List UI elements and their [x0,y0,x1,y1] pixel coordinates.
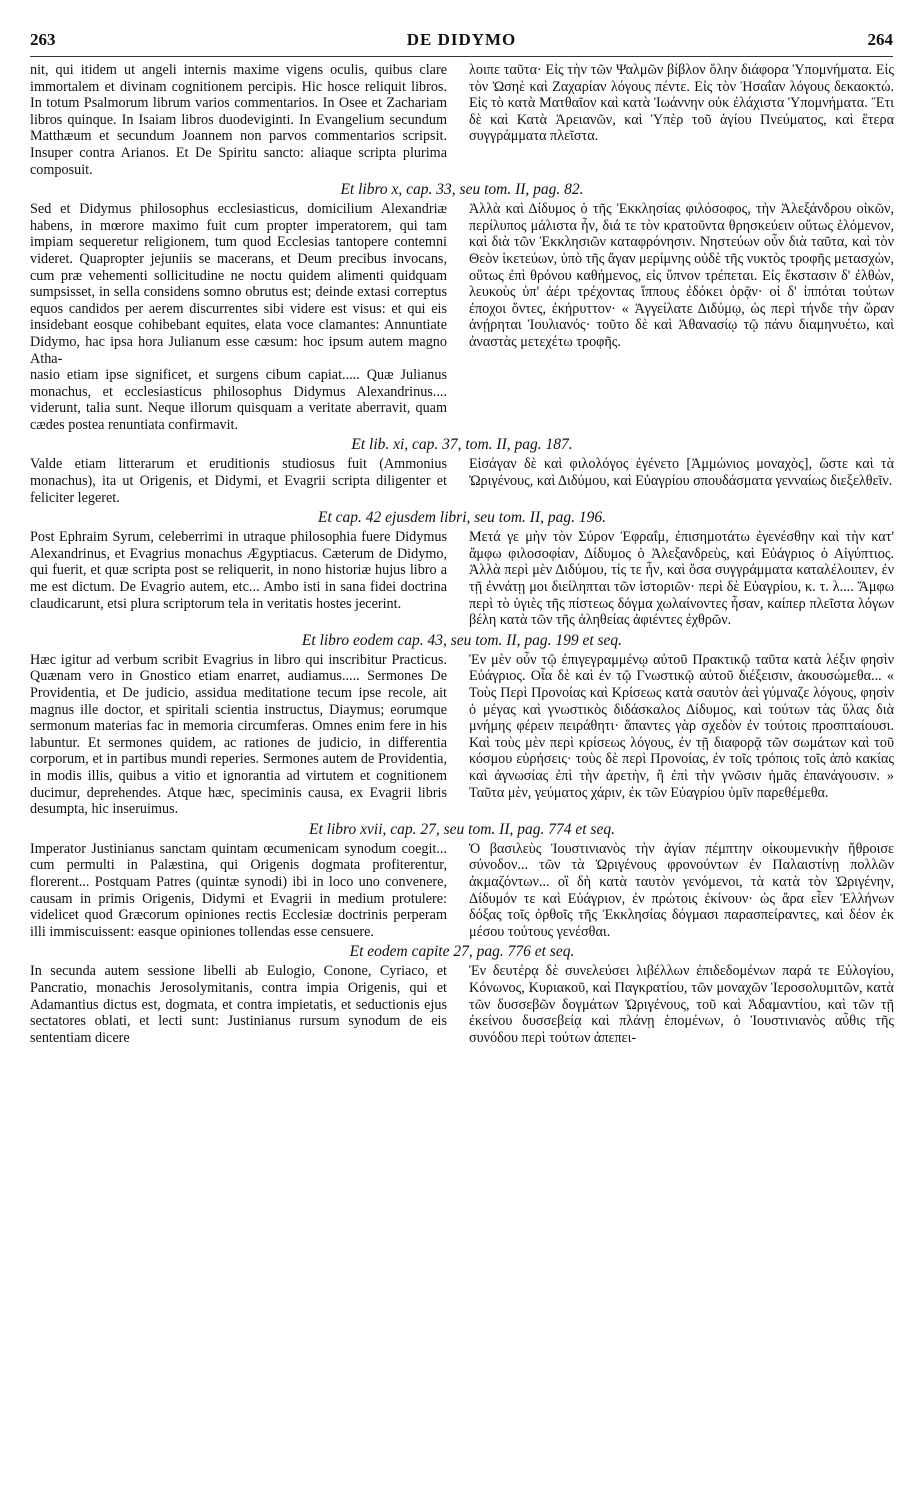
greek-text: Μετά γε μὴν τὸν Σύρον Ἐφραΐμ, ἐπισημοτάτω ἐγενέσθην καὶ τὴν κατ' ἄμφω φιλοσοφίαν, Δίδυμος ὁ Ἀλεξανδρεὺς, καὶ Εὐάγριος ὁ Αἰγύπτιος. Ἀλλὰ περὶ μὲν Διδύμου, τίς τε ἦν, καὶ ὅσα συγγράμματα καταλέλοιπεν, ἐν τῇ ἐννάτῃ μοι διείληπται τῶν ἱστοριῶν· περὶ δὲ Εὐαγρίου, κ. τ. λ.... Ἄμφω περὶ τὸ ὑγιὲς τῆς πίστεως δόγμα χωλαίνοντες ἦσαν, καίπερ πλεῖστα λόγων βέλη κατὰ τῶν τῆς ἀληθείας ἀφιέντες ἐχθρῶν. [469,529,894,629]
latin-text-continued: nasio etiam ipse significet, et surgens cibum capiat..... Quæ Julianus monachus, et ecclesiasticus philosophus Didymus Alexandrinus.... viderunt, talia sunt. Neque illorum quisquam a veritate aberravit, quam cædes postea renuntiata confirmavit. [30,367,447,433]
page-number-left: 263 [30,30,56,49]
latin-text: Sed et Didymus philosophus ecclesiasticus, domicilium Alexandriæ habens, in mœrore maximo fuit cum propter imperatorem, qui tam impiam sequeretur religionem, tum quod Ecclesias tantopere contemni videret. Quapropter jejuniis se macerans, et Deum precibus invocans, cum præ vehementi sollicitudine ne noctu quidem alimenti quidquam sumpsisset, in sella considens somno obrutus est; deinde extasi correptus equos candidos per aerem discurrentes sibi videre est visus: et qui eis insidebant eosque cohibebant equites, elata voce clamantes: Annuntiate Didymo, hac ipsa hora Julianum esse cæsum: hoc ipsum autem magno Atha- [30,201,447,367]
greek-text: Ἀλλὰ καὶ Δίδυμος ὁ τῆς Ἐκκλησίας φιλόσοφος, τὴν Ἀλεξάνδρου οἰκῶν, περίλυπος μάλιστα ἦν, διά τε τὸν κρατοῦντα θρησκεύειν οὕτως ἑλόμενον, καὶ διὰ τῶν Ἐκκλησιῶν καταφρόνησιν. Νηστεύων οὖν διὰ ταῦτα, καὶ τὸν Θεὸν ἱκετεύων, ὑπὸ τῆς ἄγαν μερίμνης οὐδὲ τῆς νυκτὸς τροφῆς μετασχὼν, οὕτως ἐπὶ θρόνου καθήμενος, εἰς ὕπνον τρέπεται. Εἰς ἔκστασιν δ' ἐλθὼν, λευκοὺς ὑπ' ἀέρι τρέχοντας ἵππους ἐδόκει ὁρᾷν· οἱ δ' ἱππόται τούτων ἐποχοι ὄντες, ἐκήρυττον· « Ἀγγείλατε Διδύμῳ, ὡς περὶ τήνδε τὴν ὥραν ἀνῄρηται Ἰουλιανός· τοῦτο δὲ καὶ Ἀθανασίῳ τῷ πάνυ διαμηνυέτω, καὶ ἀναστὰς μετεχέτω τροφῆς. [469,201,894,350]
latin-text: nit, qui itidem ut angeli internis maxime vigens oculis, quibus clare immortalem et divinam cognitionem percipis. Hic hosce reliquit libros. In totum Psalmorum librum varios commentarios. In Osee et Zachariam libros quinque. In Isaiam libros duodeviginti. In Evangelium secundum Matthæum et secundum Joannem non parvos commentarios scripsit. Insuper contra Arianos. Et De Spiritu sancto: aliaque scripta plurima composuit. [30,62,447,178]
parallel-block [30,963,894,1046]
latin-text: Hæc igitur ad verbum scribit Evagrius in libro qui inscribitur Practicus. Quænam vero in Gnostico etiam enarret, audiamus..... Sermones De Providentia, et De judicio, assidua meditatione tecum ipse recole, ait magnus ille doctor, et spiritali scientia instructus, Diaymus; eorumque sermonum materias fac in memoria circumferas. Omnes enim fere in his labuntur. Et sermones quidem, ac rationes de judicio, in differentia corporum, et in partibus mundi reperies. Sermones autem de Providentia, in modis illis, quibus a vitio et ignorantia ad virtutem et cognitionem ducimur, deprehendes. Atque hæc, speciminis causa, ex Evagrii libris desumpta, hic inseruimus. [30,651,447,818]
source-reference: Et eodem capite 27, pag. 776 et seq. [349,943,575,961]
latin-text: Imperator Justinianus sanctam quintam œcumenicam synodum coegit... cum permulti in Palæstina, qui Origenis dogmata profiterentur, florerent... Postquam Patres (quintæ synodi) ibi in loco uno convenere, causam in primis Origenis, Didymi et Evagrii in medium protulere: videlicet quod Græcorum opiniones rectis Ecclesiæ doctrinis perperam illi immiscuissent: easque opiniones tollendas esse censuere. [30,840,447,940]
greek-text: Εἰσάγαν δὲ καὶ φιλολόγος ἐγένετο [Ἀμμώνιος μοναχὸς], ὥστε καὶ τὰ Ὠριγένους, καὶ Διδύμου, καὶ Εὐαγρίου σπουδάσματα γενναίως διεξελθεῖν. [469,456,894,490]
source-reference: Et libro x, cap. 33, seu tom. II, pag. 82. [340,181,584,199]
source-reference: Et libro eodem cap. 43, seu tom. II, pag. 199 et seq. [301,631,623,649]
source-reference: Et cap. 42 ejusdem libri, seu tom. II, pag. 196. [317,509,606,527]
greek-text: Ἐν μὲν οὖν τῷ ἐπιγεγραμμένῳ αὐτοῦ Πρακτικῷ ταῦτα κατὰ λέξιν φησὶν Εὐάγριος. Οἷα δὲ καὶ ἐν τῷ Γνωστικῷ αὐτοῦ διέξεισιν, ἀκουσώμεθα... « Τοὺς Περὶ Προνοίας καὶ Κρίσεως κατὰ σαυτὸν ἀεὶ γύμναζε λόγους, φησὶν ὁ μέγας καὶ γνωστικὸς διδάσκαλος Δίδυμος, καὶ τούτων τὰς ὕλας διὰ μνήμης φέρειν πειράθητι· ἅπαντες γὰρ σχεδὸν ἐν τούτοις προσπταίουσι. Καὶ τοὺς μὲν περὶ κρίσεως λόγους, ἐν τῇ διαφορᾷ τῶν σωμάτων καὶ τοῦ κόσμου εὑρήσεις· τοὺς δὲ περὶ Προνοίας, ἐν τοῖς τρόποις τοῖς ἀπὸ κακίας καὶ ἀγνωσίας ἐπὶ τὴν ἀρετὴν, ἢ ἐπὶ τὴν γνῶσιν ἡμᾶς ἐπανάγουσιν. » Ταῦτα μὲν, γεύματος χάριν, ἐκ τῶν Εὐαγρίου ὑμῖν παρεθέμεθα. [469,651,894,801]
parallel-block [30,529,894,629]
parallel-block [30,62,894,178]
page-body [30,62,894,1046]
source-reference: Et lib. xi, cap. 37, tom. II, pag. 187. [351,436,573,454]
greek-text: Ἐν δευτέρᾳ δὲ συνελεύσει λιβέλλων ἐπιδεδομένων παρά τε Εὐλογίου, Κόνωνος, Κυριακοῦ, καὶ Παγκρατίου, τῶν μοναχῶν Ἱεροσολυμιτῶν, κατὰ τῶν δυσσεβῶν δογμάτων Ὠριγένους, τοῦ καὶ Ἀδαμαντίου, καὶ τῶν τῇ ἐκείνου δυσσεβείᾳ καὶ πλάνῃ ἑπομένων, ὁ Ἰουστινιανὸς αὖθις τῆς συνόδου περὶ τούτων ἀπεπει- [469,963,894,1046]
parallel-block [30,841,894,941]
parallel-block [30,201,894,367]
header-rule [30,56,893,57]
parallel-block [30,456,894,506]
page-number-right: 264 [867,30,893,49]
parallel-block [30,652,894,818]
source-reference: Et libro xvii, cap. 27, seu tom. II, pag. 774 et seq. [309,820,615,838]
running-title: DE DIDYMO [406,30,517,49]
greek-text: λοιπε ταῦτα· Εἰς τὴν τῶν Ψαλμῶν βίβλον ὅλην διάφορα Ὑπομνήματα. Εἰς τὸν Ὠσηὲ καὶ Ζαχαρίαν λόγους πέντε. Εἰς τὸν Ἠσαΐαν λόγους δεκαοκτώ. Εἰς τὸ κατὰ Ματθαῖον καὶ κατὰ Ἰωάννην οὐκ ἐλάχιστα Ὑπομνήματα. Ἔτι δὲ καὶ Κατὰ Ἀρειανῶν, καὶ Ὑπὲρ τοῦ ἁγίου Πνεύματος, καὶ ἕτερα συγγράμματα πλεῖστα. [469,62,894,145]
latin-text: Valde etiam litterarum et eruditionis studiosus fuit (Ammonius monachus), ita ut Origenis, et Didymi, et Evagrii scripta diligenter et feliciter legeret. [30,456,447,506]
greek-text: Ὁ βασιλεὺς Ἰουστινιανὸς τὴν ἁγίαν πέμπτην οἰκουμενικὴν ἤθροισε σύνοδον... τῶν τὰ Ὠριγένους φρονούντων ἐν Παλαιστίνῃ πολλῶν ἀκμαζόντων... οἳ δὴ κατὰ ταυτὸν γενόμενοι, τὰ κατὰ τὸν Ὠριγένην, Δίδυμόν τε καὶ Εὐάγριον, ἐν πρώτοις ἐκίνουν· ὡς ἄρα εἶεν Ἑλλήνων δόξας τοῖς ὀρθοῖς τῆς Ἐκκλησίας δόγμασι παρασπείραντες, καὶ δέον ἐκ μέσου τούτους γενέσθαι. [469,840,894,940]
latin-text: Post Ephraim Syrum, celeberrimi in utraque philosophia fuere Didymus Alexandrinus, et Evagrius monachus Ægyptiacus. Cæterum de Didymo, qui fuerit, et quæ scripta post se reliquerit, in nono historiæ hujus libro a me est dictum. De Evagrio autem, etc... Ambo isti in sana fidei doctrina claudicarunt, etsi plura scriptorum tela in veritatis hostes jecerint. [30,529,447,612]
latin-text: In secunda autem sessione libelli ab Eulogio, Conone, Cyriaco, et Pancratio, monachis Jerosolymitanis, contra impia Origenis, qui et Adamantius dictus est, dogmata, et contra impietatis, et seductionis ejus sectatores oblati, et lecti sunt: Justinianus rursum synodum de eis sententiam dicere [30,963,447,1046]
page-header [30,30,893,52]
